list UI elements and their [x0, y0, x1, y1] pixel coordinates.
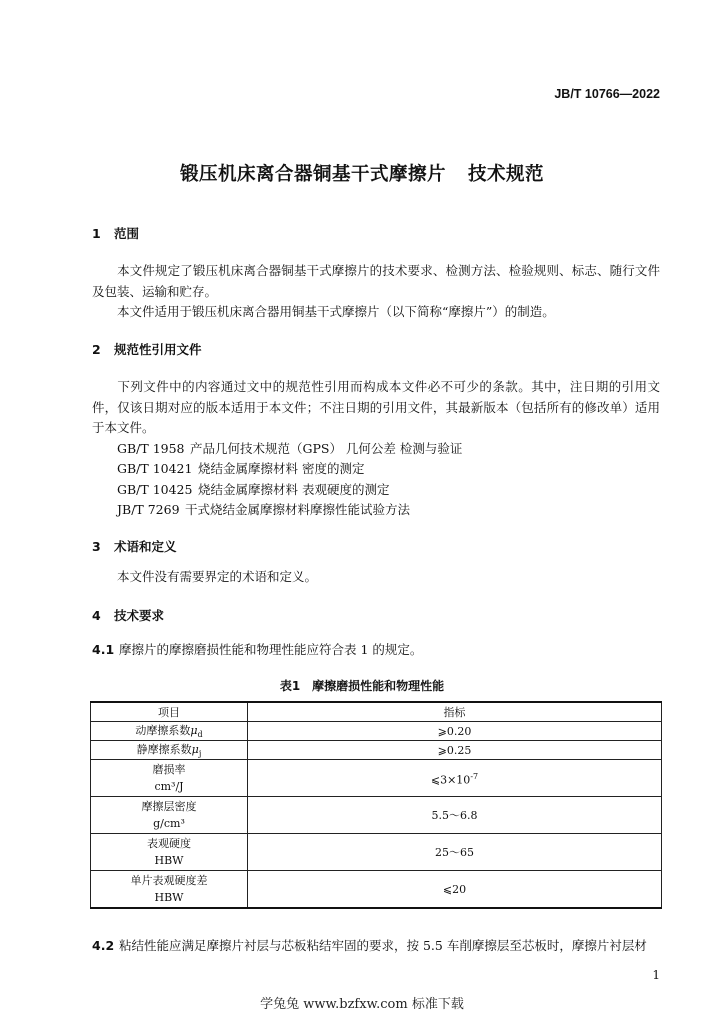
value-base: ⩽3×10	[430, 773, 471, 787]
item-symbol-subscript: j	[198, 749, 202, 759]
item-unit: g/cm³	[153, 817, 185, 830]
section-1-paragraph-2	[92, 302, 660, 323]
reference-item	[117, 439, 462, 460]
column-header-item: 项目	[91, 702, 248, 722]
section-title: 术语和定义	[114, 539, 177, 554]
page-number: 1	[652, 968, 660, 982]
table-caption	[0, 677, 724, 694]
table-header-row	[91, 702, 662, 722]
table-label: 表1	[279, 679, 301, 693]
item-unit: HBW	[154, 854, 184, 867]
value-cell: ⩾0.20	[248, 722, 662, 741]
item-cell	[91, 797, 248, 834]
table-row	[91, 834, 662, 871]
footer-watermark: 学兔兔 www.bzfxw.com 标准下载	[260, 997, 464, 1012]
reference-title: 烧结金属摩擦材料 表观硬度的测定	[198, 482, 390, 497]
item-unit: cm³/J	[154, 780, 184, 793]
section-number: 1	[92, 226, 101, 241]
clause-number: 4.1	[92, 642, 115, 657]
section-3-paragraph-1	[92, 567, 660, 588]
reference-title: 产品几何技术规范（GPS） 几何公差 检测与验证	[190, 441, 463, 456]
reference-title: 干式烧结金属摩擦材料摩擦性能试验方法	[185, 502, 411, 517]
reference-code: JB/T 7269	[117, 502, 180, 517]
title-main: 锻压机床离合器铜基干式摩擦片	[179, 164, 446, 185]
item-unit: HBW	[154, 891, 184, 904]
section-2-paragraph-1	[92, 377, 660, 439]
clause-4-2	[92, 936, 660, 957]
properties-table	[90, 701, 662, 909]
table-row	[91, 741, 662, 760]
section-2-heading	[92, 340, 202, 358]
reference-item	[117, 500, 410, 521]
item-symbol: μ	[190, 724, 198, 738]
reference-title: 烧结金属摩擦材料 密度的测定	[198, 461, 365, 476]
clause-number: 4.2	[92, 938, 115, 953]
section-title: 技术要求	[114, 608, 165, 623]
item-symbol: μ	[191, 743, 199, 757]
section-1-heading	[92, 224, 139, 242]
document-title	[0, 160, 724, 186]
section-title: 范围	[114, 226, 140, 241]
item-cell	[91, 722, 248, 741]
item-name: 动摩擦系数	[135, 724, 191, 738]
item-name: 摩擦层密度	[141, 800, 197, 813]
table-row	[91, 797, 662, 834]
paragraph-text: 下列文件中的内容通过文中的规范性引用而构成本文件必不可少的条款。其中，注日期的引用文件，仅该日期对应的版本适用于本文件；不注日期的引用文件，其最新版本（包括所有的修改单）适用于本文件。	[92, 379, 660, 435]
item-symbol-subscript: d	[197, 730, 203, 740]
item-cell	[91, 741, 248, 760]
column-header-value: 指标	[248, 702, 662, 722]
item-cell	[91, 871, 248, 909]
title-sub: 技术规范	[468, 164, 545, 185]
paragraph-text: 本文件规定了锻压机床离合器铜基干式摩擦片的技术要求、检测方法、检验规则、标志、随行文件及包装、运输和贮存。	[92, 263, 660, 299]
value-exponent: -7	[470, 771, 479, 781]
item-name: 静摩擦系数	[136, 743, 192, 757]
standard-number: JB/T 10766—2022	[554, 87, 660, 101]
table-row	[91, 871, 662, 909]
item-cell	[91, 834, 248, 871]
paragraph-text: 本文件没有需要界定的术语和定义。	[117, 569, 318, 584]
reference-code: GB/T 10425	[117, 482, 193, 497]
reference-code: GB/T 10421	[117, 461, 193, 476]
reference-code: GB/T 1958	[117, 441, 185, 456]
clause-text: 摩擦片的摩擦磨损性能和物理性能应符合表 1 的规定。	[119, 642, 423, 657]
paragraph-text: 本文件适用于锻压机床离合器用铜基干式摩擦片（以下简称“摩擦片”）的制造。	[117, 304, 555, 319]
table-title: 摩擦磨损性能和物理性能	[312, 679, 445, 693]
section-1-paragraph-1	[92, 261, 660, 302]
reference-item	[117, 459, 364, 480]
section-number: 4	[92, 608, 101, 623]
value-cell	[248, 760, 662, 797]
item-cell	[91, 760, 248, 797]
reference-item	[117, 480, 389, 501]
section-4-heading	[92, 606, 164, 624]
item-name: 表观硬度	[147, 837, 191, 850]
value-cell: ⩽20	[248, 871, 662, 909]
section-number: 3	[92, 539, 101, 554]
clause-text: 粘结性能应满足摩擦片衬层与芯板粘结牢固的要求，按 5.5 车削摩擦层至芯板时，摩擦片衬层材	[119, 938, 647, 953]
value-cell: ⩾0.25	[248, 741, 662, 760]
section-title: 规范性引用文件	[114, 342, 202, 357]
table-row	[91, 760, 662, 797]
value-cell: 5.5～6.8	[248, 797, 662, 834]
clause-4-1	[92, 640, 660, 661]
item-name: 磨损率	[152, 763, 186, 776]
table-row	[91, 722, 662, 741]
item-name: 单片表观硬度差	[130, 874, 208, 887]
section-3-heading	[92, 537, 177, 555]
value-cell: 25～65	[248, 834, 662, 871]
section-number: 2	[92, 342, 101, 357]
